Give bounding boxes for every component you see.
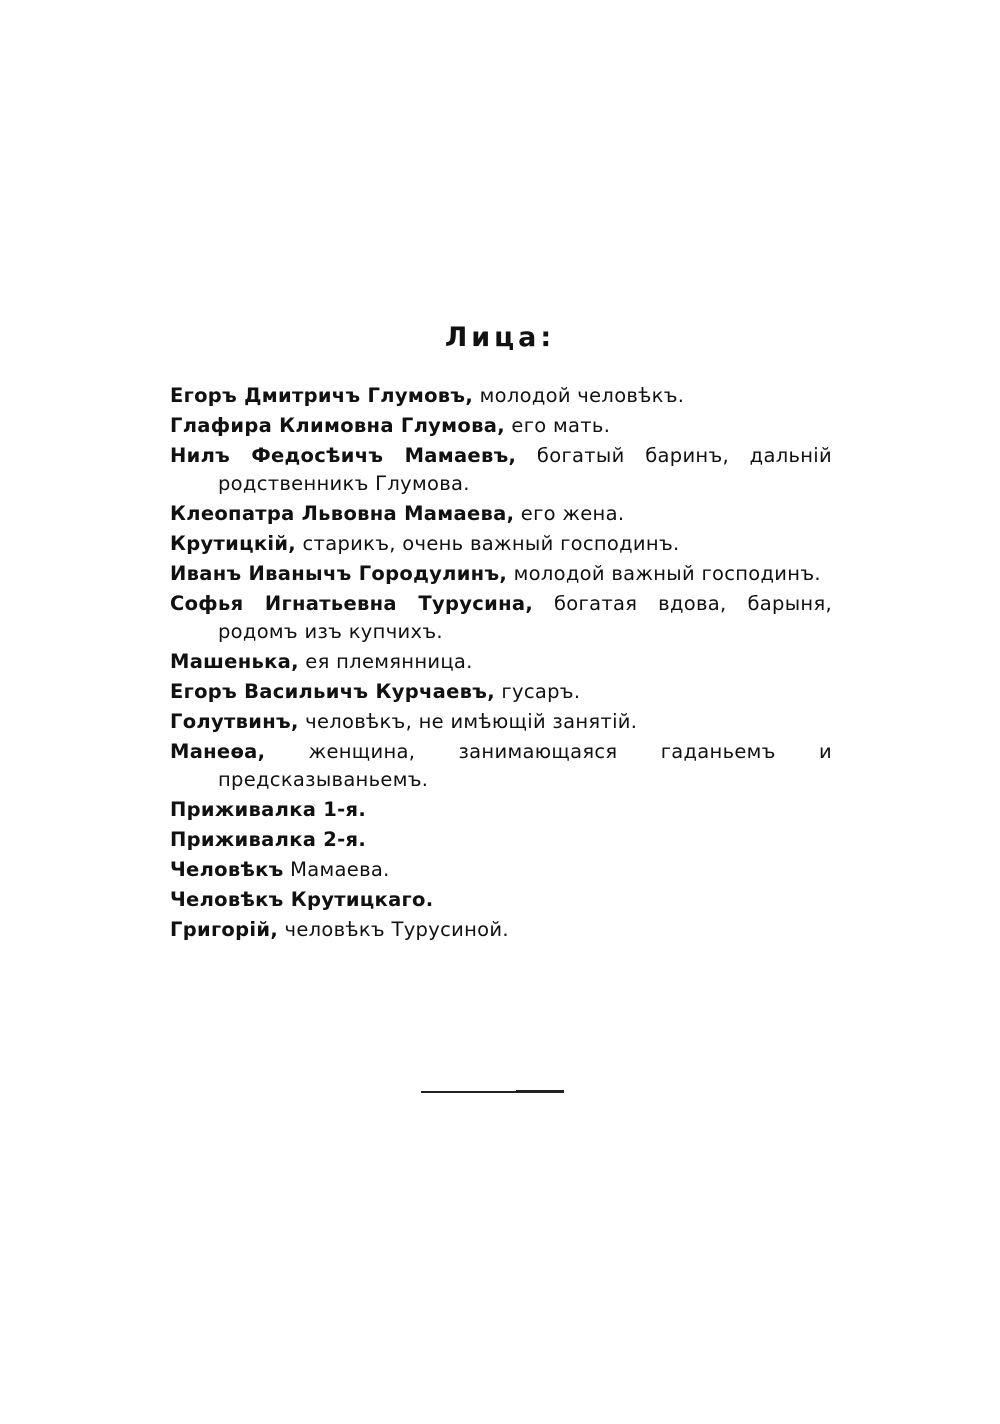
character-description: его жена. (514, 502, 625, 525)
list-item (170, 442, 832, 498)
character-description: богатый баринъ, дальнiй родственникъ Глумова. (218, 444, 832, 495)
list-item (170, 886, 832, 914)
list-item (170, 796, 832, 824)
list-item (170, 826, 832, 854)
list-item (170, 678, 832, 706)
character-name: Крутицкiй, (170, 532, 297, 555)
list-item (170, 500, 832, 528)
list-item (170, 916, 832, 944)
list-item (170, 530, 832, 558)
character-name: Голутвинъ, (170, 710, 299, 733)
character-description: старикъ, очень важный господинъ. (296, 532, 680, 555)
list-item (170, 856, 832, 884)
character-description: женщина, занимающаяся гаданьемъ и предсказываньемъ. (218, 740, 832, 791)
list-item (170, 560, 832, 588)
character-name: Иванъ Иванычъ Городулинъ, (170, 562, 508, 585)
character-name: Григорiй, (170, 918, 279, 941)
character-name: Приживалка 1-я. (170, 798, 367, 821)
character-name: Егоръ Васильичъ Курчаевъ, (170, 680, 495, 703)
character-description: гусаръ. (494, 680, 581, 703)
character-description: богатая вдова, барыня, родомъ изъ купчихъ. (218, 592, 832, 643)
character-name: Софья Игнатьевна Турусина, (170, 592, 534, 615)
page-heading: Лица: (444, 322, 556, 353)
character-description: ея племянница. (298, 650, 473, 673)
character-name: Глафира Климовна Глумова, (170, 414, 505, 437)
character-name: Машенька, (170, 650, 299, 673)
dramatis-personae-list (170, 382, 832, 946)
list-item (170, 382, 832, 410)
character-name: Человѣкъ Крутицкаго. (170, 888, 434, 911)
list-item (170, 590, 832, 646)
character-description: Мамаева. (283, 858, 390, 881)
character-name: Манеѳа, (170, 740, 266, 763)
character-name: Егоръ Дмитричъ Глумовъ, (170, 384, 474, 407)
character-name: Человѣкъ (170, 858, 284, 881)
character-description: человѣкъ Турусиной. (278, 918, 509, 941)
list-item (170, 738, 832, 794)
list-item (170, 648, 832, 676)
character-name: Нилъ Федосѣичъ Мамаевъ, (170, 444, 517, 467)
character-description: молодой важный господинъ. (507, 562, 821, 585)
character-name: Клеопатра Львовна Мамаева, (170, 502, 515, 525)
list-item (170, 708, 832, 736)
character-description: человѣкъ, не имѣющiй занятiй. (298, 710, 638, 733)
section-divider (421, 1091, 564, 1093)
character-description: его мать. (504, 414, 611, 437)
list-item (170, 412, 832, 440)
character-name: Приживалка 2-я. (170, 828, 367, 851)
character-description: молодой человѣкъ. (473, 384, 685, 407)
